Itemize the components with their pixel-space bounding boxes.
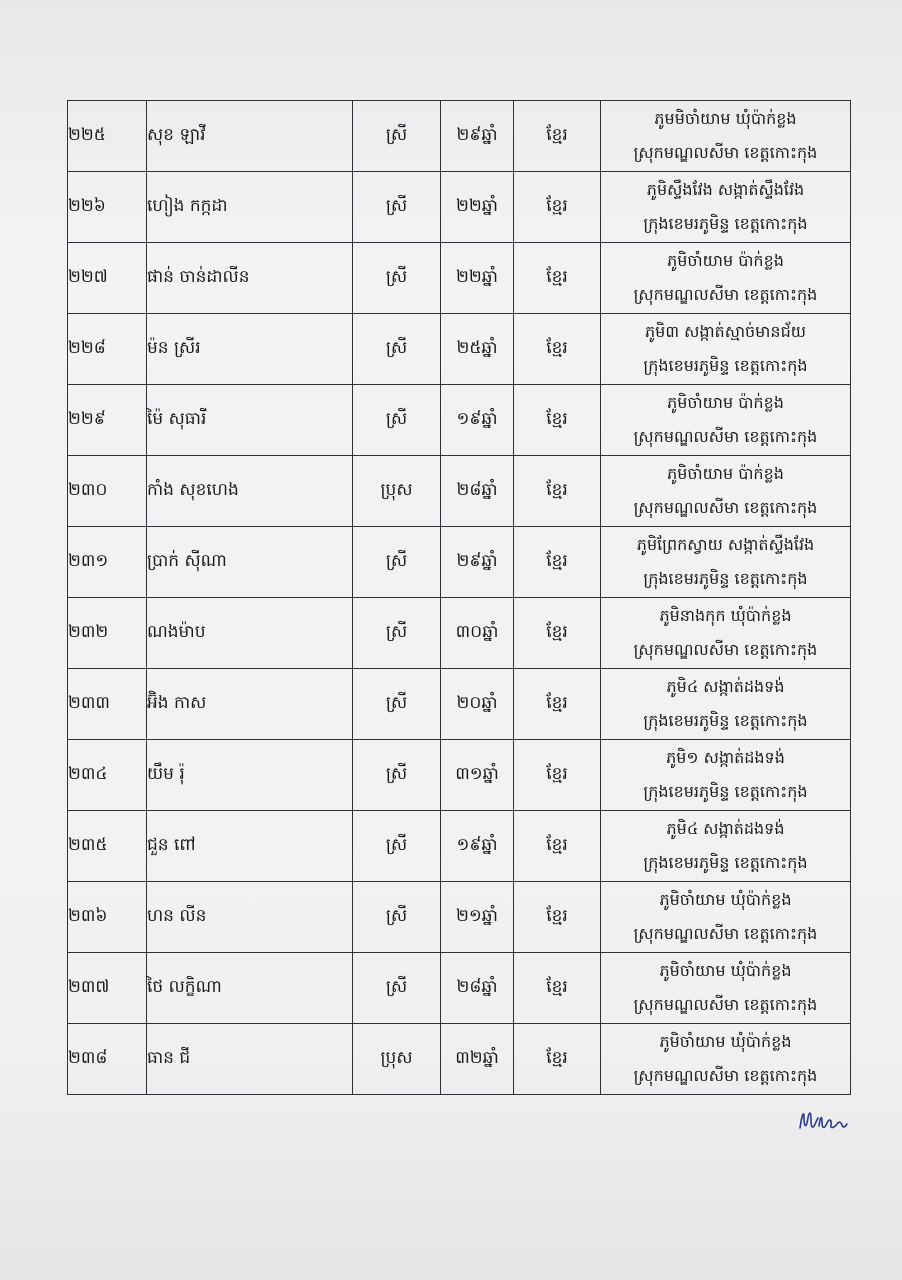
- person-nationality: ខ្មែរ: [514, 669, 601, 740]
- address-line-1: ភូមិស្ទឹងវែង សង្កាត់ស្ទឹងវែង: [646, 180, 805, 199]
- person-name: ហន លីន: [147, 882, 353, 953]
- person-sex: ប្រុស: [353, 1024, 441, 1095]
- address-line-2: ស្រុកមណ្ឌលសីមា ខេត្តកោះកុង: [633, 1066, 818, 1085]
- person-sex: ស្រី: [353, 527, 441, 598]
- address-line-2: ស្រុកមណ្ឌលសីមា ខេត្តកោះកុង: [633, 427, 818, 446]
- person-sex: ស្រី: [353, 811, 441, 882]
- address-line-2: ស្រុកមណ្ឌលសីមា ខេត្តកោះកុង: [633, 640, 818, 659]
- person-name: ធាន ជី: [147, 1024, 353, 1095]
- row-number: ២៣៦: [68, 882, 147, 953]
- person-address: [601, 243, 851, 314]
- person-nationality: ខ្មែរ: [514, 101, 601, 172]
- person-nationality: ខ្មែរ: [514, 456, 601, 527]
- row-number: ២៣៥: [68, 811, 147, 882]
- address-line-1: ភូមិចាំយាម ប៉ាក់ខ្លង: [667, 251, 784, 270]
- person-sex: ប្រុស: [353, 456, 441, 527]
- roster-table-body: [68, 101, 851, 1095]
- person-address: [601, 1024, 851, 1095]
- person-address: [601, 385, 851, 456]
- person-name: ម៉ៃ សុធារី: [147, 385, 353, 456]
- person-name: ម៉ន ស្រីរ: [147, 314, 353, 385]
- person-age: ២០ឆ្នាំ: [441, 669, 514, 740]
- table-row: [68, 669, 851, 740]
- table-row: [68, 243, 851, 314]
- address-line-2: ស្រុកមណ្ឌលសីមា ខេត្តកោះកុង: [633, 924, 818, 943]
- person-name: ផាន់ ចាន់ដាលីន: [147, 243, 353, 314]
- person-sex: ស្រី: [353, 882, 441, 953]
- address-line-1: ភូមិ៤ សង្កាត់ដងទង់: [666, 819, 785, 838]
- person-name: ថៃ លក្ខិណា: [147, 953, 353, 1024]
- table-row: [68, 740, 851, 811]
- person-address: [601, 101, 851, 172]
- row-number: ២២៥: [68, 101, 147, 172]
- address-line-1: ភូមមិចាំយាម ឃុំប៉ាក់ខ្លង: [654, 109, 797, 128]
- person-address: [601, 882, 851, 953]
- person-age: ២៨ឆ្នាំ: [441, 456, 514, 527]
- person-name: ជួន ពៅ: [147, 811, 353, 882]
- row-number: ២២៨: [68, 314, 147, 385]
- person-age: ២៩ឆ្នាំ: [441, 101, 514, 172]
- table-row: [68, 172, 851, 243]
- address-line-1: ភូមិព្រែកស្វាយ សង្កាត់ស្ទឹងវែង: [636, 535, 815, 554]
- person-age: ២២ឆ្នាំ: [441, 243, 514, 314]
- person-nationality: ខ្មែរ: [514, 527, 601, 598]
- table-row: [68, 882, 851, 953]
- roster-table: [67, 100, 851, 1095]
- address-line-1: ភូមិ១ សង្កាត់ដងទង់: [666, 748, 785, 767]
- person-name: ហៀង កក្កដា: [147, 172, 353, 243]
- address-line-1: ភូមិនាងកុក ឃុំប៉ាក់ខ្លង: [659, 606, 792, 625]
- person-address: [601, 740, 851, 811]
- person-nationality: ខ្មែរ: [514, 953, 601, 1024]
- person-age: ១៩ឆ្នាំ: [441, 811, 514, 882]
- address-line-1: ភូមិចាំយាម ឃុំប៉ាក់ខ្លង: [659, 890, 792, 909]
- person-sex: ស្រី: [353, 669, 441, 740]
- person-name: សុខ ឡាវី: [147, 101, 353, 172]
- person-age: ៣២ឆ្នាំ: [441, 1024, 514, 1095]
- person-nationality: ខ្មែរ: [514, 740, 601, 811]
- person-address: [601, 811, 851, 882]
- row-number: ២៣១: [68, 527, 147, 598]
- table-row: [68, 527, 851, 598]
- address-line-2: ស្រុកមណ្ឌលសីមា ខេត្តកោះកុង: [633, 143, 818, 162]
- address-line-2: ស្រុកមណ្ឌលសីមា ខេត្តកោះកុង: [633, 285, 818, 304]
- handwritten-signature: [794, 1104, 850, 1138]
- person-nationality: ខ្មែរ: [514, 314, 601, 385]
- person-sex: ស្រី: [353, 598, 441, 669]
- address-line-2: ក្រុងខេមរភូមិន្ទ ខេត្តកោះកុង: [643, 356, 808, 375]
- person-sex: ស្រី: [353, 314, 441, 385]
- person-sex: ស្រី: [353, 953, 441, 1024]
- table-row: [68, 314, 851, 385]
- person-age: ២៨ឆ្នាំ: [441, 953, 514, 1024]
- address-line-1: ភូមិចាំយាម ប៉ាក់ខ្លង: [667, 464, 784, 483]
- table-row: [68, 953, 851, 1024]
- table-row: [68, 598, 851, 669]
- person-address: [601, 172, 851, 243]
- person-name: ប្រាក់ ស៊ីណា: [147, 527, 353, 598]
- person-name: យឹម រ៉ុ: [147, 740, 353, 811]
- address-line-1: ភូមិចាំយាម ឃុំប៉ាក់ខ្លង: [659, 1032, 792, 1051]
- person-age: ២២ឆ្នាំ: [441, 172, 514, 243]
- address-line-1: ភូមិ៤ សង្កាត់ដងទង់: [666, 677, 785, 696]
- person-sex: ស្រី: [353, 101, 441, 172]
- row-number: ២២៧: [68, 243, 147, 314]
- person-nationality: ខ្មែរ: [514, 811, 601, 882]
- row-number: ២៣៤: [68, 740, 147, 811]
- person-sex: ស្រី: [353, 385, 441, 456]
- person-age: ១៩ឆ្នាំ: [441, 385, 514, 456]
- person-name: ណងម៉ាប: [147, 598, 353, 669]
- row-number: ២៣០: [68, 456, 147, 527]
- address-line-2: ក្រុងខេមរភូមិន្ទ ខេត្តកោះកុង: [643, 569, 808, 588]
- person-age: ២៥ឆ្នាំ: [441, 314, 514, 385]
- person-sex: ស្រី: [353, 740, 441, 811]
- table-row: [68, 101, 851, 172]
- row-number: ២៣៨: [68, 1024, 147, 1095]
- person-address: [601, 314, 851, 385]
- person-address: [601, 953, 851, 1024]
- address-line-1: ភូមិ៣ សង្កាត់ស្មាច់មានជ័យ: [645, 322, 806, 341]
- person-age: ៣០ឆ្នាំ: [441, 598, 514, 669]
- address-line-2: ក្រុងខេមរភូមិន្ទ ខេត្តកោះកុង: [643, 782, 808, 801]
- person-nationality: ខ្មែរ: [514, 243, 601, 314]
- person-nationality: ខ្មែរ: [514, 1024, 601, 1095]
- address-line-2: ស្រុកមណ្ឌលសីមា ខេត្តកោះកុង: [633, 498, 818, 517]
- table-row: [68, 456, 851, 527]
- person-nationality: ខ្មែរ: [514, 385, 601, 456]
- table-row: [68, 1024, 851, 1095]
- table-row: [68, 811, 851, 882]
- person-address: [601, 669, 851, 740]
- row-number: ២៣៧: [68, 953, 147, 1024]
- person-age: ២១ឆ្នាំ: [441, 882, 514, 953]
- person-nationality: ខ្មែរ: [514, 172, 601, 243]
- address-line-2: ក្រុងខេមរភូមិន្ទ ខេត្តកោះកុង: [643, 853, 808, 872]
- person-nationality: ខ្មែរ: [514, 598, 601, 669]
- row-number: ២៣៣: [68, 669, 147, 740]
- person-name: អ៊ិង កាស: [147, 669, 353, 740]
- row-number: ២២៦: [68, 172, 147, 243]
- address-line-1: ភូមិចាំយាម ឃុំប៉ាក់ខ្លង: [659, 961, 792, 980]
- address-line-1: ភូមិចាំយាម ប៉ាក់ខ្លង: [667, 393, 784, 412]
- person-address: [601, 598, 851, 669]
- person-age: ៣១ឆ្នាំ: [441, 740, 514, 811]
- table-row: [68, 385, 851, 456]
- person-nationality: ខ្មែរ: [514, 882, 601, 953]
- row-number: ២៣២: [68, 598, 147, 669]
- person-name: កាំង សុខហេង: [147, 456, 353, 527]
- address-line-2: ក្រុងខេមរភូមិន្ទ ខេត្តកោះកុង: [643, 711, 808, 730]
- person-sex: ស្រី: [353, 243, 441, 314]
- person-age: ២៩ឆ្នាំ: [441, 527, 514, 598]
- address-line-2: ស្រុកមណ្ឌលសីមា ខេត្តកោះកុង: [633, 995, 818, 1014]
- row-number: ២២៩: [68, 385, 147, 456]
- person-address: [601, 527, 851, 598]
- person-sex: ស្រី: [353, 172, 441, 243]
- address-line-2: ក្រុងខេមរភូមិន្ទ ខេត្តកោះកុង: [643, 214, 808, 233]
- person-address: [601, 456, 851, 527]
